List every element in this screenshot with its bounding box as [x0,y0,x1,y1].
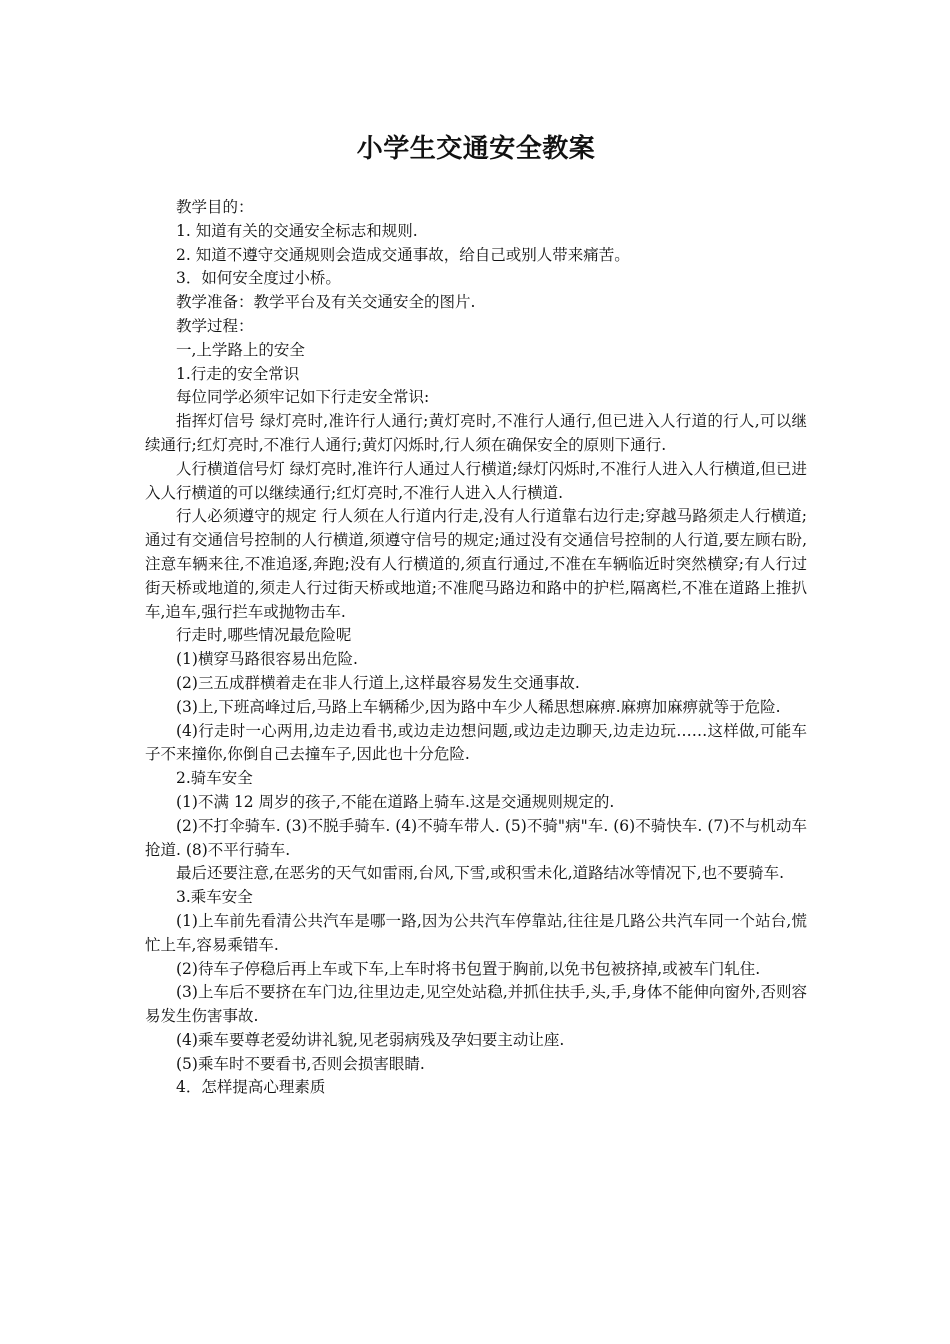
subsection-heading: 2.骑车安全 [176,769,253,788]
paragraph: 指挥灯信号 绿灯亮时,准许行人通行;黄灯亮时,不准行人通行,但已进入人行道的行人,可以继续通行;红灯亮时,不准行人通行;黄灯闪烁时,行人须在确保安全的原则下通行. [145,412,807,454]
list-item: (1)不满 12 周岁的孩子,不能在道路上骑车.这是交通规则规定的. [176,792,615,811]
list-item: (4)行走时一心两用,边走边看书,或边走边想问题,或边走边聊天,边走边玩……这样做,可能车子不来撞你,你倒自己去撞车子,因此也十分危险. [145,721,807,764]
paragraph: 教学准备：教学平台及有关交通安全的图片. [176,293,476,312]
subsection-heading: 3.乘车安全 [176,888,253,907]
section-heading: 一,上学路上的安全 [176,340,305,359]
list-item: (4)乘车要尊老爱幼讲礼貌,见老弱病残及孕妇要主动让座. [176,1030,565,1049]
document-body [145,196,807,1100]
subsection-heading: 4．怎样提高心理素质 [176,1078,326,1097]
paragraph: 每位同学必须牢记如下行走安全常识: [176,388,430,407]
list-item: (1)横穿马路很容易出危险. [176,650,358,669]
paragraph: 行走时,哪些情况最危险呢 [176,626,352,645]
list-item: (3)上车后不要挤在车门边,往里边走,见空处站稳,并抓住扶手,头,手,身体不能伸向窗外,否则容易发生伤害事故. [145,983,807,1026]
subsection-heading: 1.行走的安全常识 [176,364,300,383]
list-item: (1)上车前先看清公共汽车是哪一路,因为公共汽车停靠站,往往是几路公共汽车同一个站台,慌忙上车,容易乘错车. [145,911,807,954]
paragraph: 教学过程： [176,316,254,335]
paragraph: 3．如何安全度过小桥。 [176,269,341,288]
list-item: (2)待车子停稳后再上车或下车,上车时将书包置于胸前,以免书包被挤掉,或被车门轧住. [176,959,761,978]
list-item: (2)三五成群横着走在非人行道上,这样最容易发生交通事故. [176,673,580,692]
list-item: (5)乘车时不要看书,否则会损害眼睛. [176,1054,425,1073]
paragraph: 行人必须遵守的规定 行人须在人行道内行走,没有人行道靠右边行走;穿越马路须走人行横道;通过有交通信号控制的人行横道,须遵守信号的规定;通过没有交通信号控制的人行道,要左顾右盼,注意车辆来往,不准追逐,奔跑;没有人行横道的,须直行通过,不准在车辆临近时突然横穿;有人行过街天桥或地道的,须走人行过街天桥或地道;不准爬马路边和路中的护栏,隔离栏,不准在道路上推扒车,追车,强行拦车或抛物击车. [145,507,807,621]
paragraph: 教学目的： [176,198,254,216]
paragraph: 人行横道信号灯 绿灯亮时,准许行人通过人行横道;绿灯闪烁时,不准行人进入人行横道,但已进入人行横道的可以继续通行;红灯亮时,不准行人进入人行横道. [145,459,807,502]
paragraph: 最后还要注意,在恶劣的天气如雷雨,台风,下雪,或积雪未化,道路结冰等情况下,也不要骑车. [176,864,784,883]
document-title: 小学生交通安全教案 [356,134,596,164]
paragraph: 2. 知道不遵守交通规则会造成交通事故，给自己或别人带来痛苦。 [176,245,630,264]
list-item: (3)上,下班高峰过后,马路上车辆稀少,因为路中车少人稀思想麻痹.麻痹加麻痹就等于危险. [176,697,781,716]
list-item: (2)不打伞骑车. (3)不脱手骑车. (4)不骑车带人. (5)不骑"病"车. (6)不骑快车. (7)不与机动车抢道. (8)不平行骑车. [145,816,807,859]
paragraph: 1. 知道有关的交通安全标志和规则. [176,221,418,240]
